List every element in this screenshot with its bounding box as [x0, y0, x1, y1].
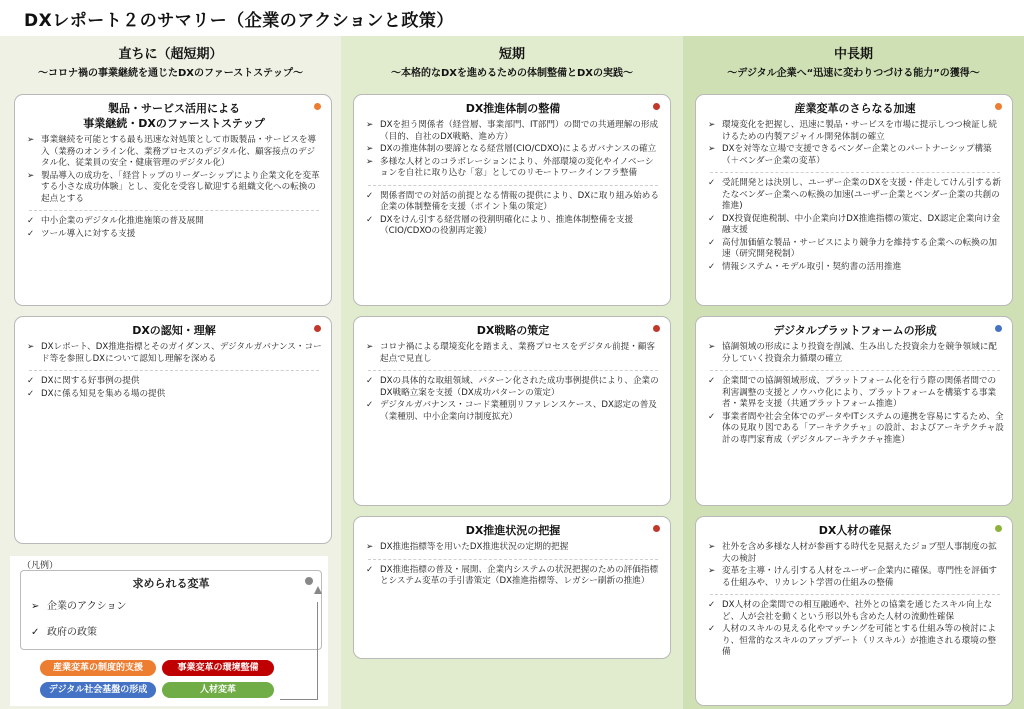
check-bullet-icon: ✓ — [366, 190, 374, 201]
policy-list — [25, 376, 323, 400]
check-bullet-icon: ✓ — [708, 261, 716, 272]
card-title-line: DX戦略の策定 — [476, 324, 550, 337]
legend-policy-label: 政府の政策 — [47, 627, 97, 638]
card-digital-platform — [695, 316, 1013, 506]
arrow-bullet-icon: ➢ — [27, 135, 35, 145]
action-text: DXレポート、DX推進指標とそのガイダンス、デジタルガバナンス・コード等を参照しDXについて認知し理解を深める — [41, 342, 322, 364]
policy-item — [364, 191, 662, 214]
check-bullet-icon: ✓ — [708, 600, 716, 610]
check-bullet-icon: ✓ — [27, 216, 35, 226]
policy-text: 人材のスキルの見える化やマッチングを可能とする仕組み等の検討により、恒常的なスキルのアップデート（リスキル）が推進される環境の整備 — [722, 624, 997, 657]
category-dot-icon — [995, 525, 1002, 532]
action-item — [25, 135, 323, 170]
legend-tag-talent: 人材変革 — [162, 682, 274, 698]
divider — [29, 370, 319, 371]
action-item — [25, 342, 323, 365]
action-text: 多様な人材とのコラボレーションにより、外部環境の変化やイノベーションを自社に取り込む「窓」としてのリモートワークインフラ整備 — [380, 156, 654, 178]
column-mid-long-term — [683, 36, 1024, 709]
column-title: 中長期 — [833, 47, 873, 62]
policy-item — [364, 400, 662, 423]
action-text: DXの推進体制の要諦となる経営層(CIO/CDXO)によるガバナンスの確立 — [380, 144, 657, 154]
policy-text: DXに関する好事例の提供 — [41, 376, 140, 386]
policy-text: 受託開発とは決別し、ユーザー企業のDXを支援・伴走してけん引する新たなベンダー企業への転換の加速(ユーザー企業とベンダー企業の共創の推進) — [722, 178, 1001, 211]
action-item — [706, 542, 1004, 565]
check-bullet-icon: ✓ — [31, 627, 40, 638]
card-title — [364, 323, 662, 338]
arrow-bullet-icon: ➢ — [708, 542, 716, 552]
divider — [29, 210, 319, 211]
column-subtitle: ～デジタル企業へ“迅速に変わりつづける能力”の獲得～ — [727, 68, 980, 79]
card-title-line: 事業継続・DXのファーストステップ — [83, 117, 265, 130]
card-dx-structure — [353, 94, 671, 306]
card-title-line: DX人材の確保 — [818, 524, 892, 537]
category-dot-icon — [995, 103, 1002, 110]
policy-item — [25, 376, 323, 388]
policy-item — [364, 215, 662, 238]
check-bullet-icon: ✓ — [27, 228, 35, 239]
action-text: 社外を含め多様な人材が参画する時代を見据えたジョブ型人事制度の拡大の検討 — [722, 542, 997, 564]
action-list — [364, 542, 662, 554]
legend-tag-digital-infra: デジタル社会基盤の形成 — [40, 682, 156, 698]
divider — [710, 370, 1000, 371]
arrow-bullet-icon: ➢ — [31, 601, 40, 612]
policy-text: DXの具体的な取組領域、パターン化された成功事例提供により、企業のDX戦略立案を支援（DX成功パターンの策定） — [380, 376, 659, 398]
card-title — [25, 323, 323, 338]
policy-text: 情報システム・モデル取引・契約書の活用推進 — [722, 261, 902, 272]
arrow-bullet-icon: ➢ — [366, 144, 374, 154]
policy-text: DX投資促進税制、中小企業向けDX推進指標の策定、DX認定企業向け金融支援 — [722, 213, 1001, 235]
divider — [710, 594, 1000, 595]
legend — [10, 556, 328, 706]
action-text: 環境変化を把握し、迅速に製品・サービスを市場に提示しつつ検証し続けるための内製アジャイル開発体制の確立 — [722, 120, 998, 142]
policy-text: DXに係る知見を集める場の提供 — [41, 388, 166, 399]
action-item — [706, 120, 1004, 143]
divider — [368, 559, 658, 560]
action-item — [706, 566, 1004, 589]
arrow-bullet-icon: ➢ — [366, 542, 374, 552]
action-item — [25, 171, 323, 206]
legend-connector — [280, 602, 318, 700]
check-bullet-icon: ✓ — [708, 213, 716, 224]
policy-list — [364, 191, 662, 238]
policy-text: DX人材の企業間での相互融通や、社外との協業を通じたスキル向上など、人が会社を動くという形以外も含めた人材の流動性確保 — [722, 600, 993, 622]
legend-box — [20, 570, 322, 650]
policy-list — [706, 178, 1004, 273]
action-list — [706, 542, 1004, 589]
column-header — [683, 36, 1024, 79]
action-text: DX推進指標等を用いたDX推進状況の定期的把握 — [380, 542, 569, 552]
action-list — [25, 135, 323, 205]
check-bullet-icon: ✓ — [708, 178, 716, 188]
card-industry-transformation — [695, 94, 1013, 306]
legend-dot-icon — [305, 577, 313, 585]
check-bullet-icon: ✓ — [366, 376, 374, 386]
column-title: 直ちに（超短期） — [118, 47, 223, 62]
action-list — [706, 342, 1004, 365]
card-dx-strategy — [353, 316, 671, 506]
policy-text: DX推進指標の普及・展開、企業内システムの状況把握のための評価指標とシステム変革の手引書策定（DX推進指標等、レガシー刷新の推進） — [380, 564, 659, 586]
policy-text: デジタルガバナンス・コード業種別リファレンスケース、DX認定の普及（業種別、中小企業向け制度拡充） — [380, 400, 657, 422]
column-title: 短期 — [498, 47, 525, 62]
arrow-up-icon — [314, 586, 322, 594]
arrow-bullet-icon: ➢ — [366, 342, 374, 352]
card-dx-talent — [695, 516, 1013, 706]
policy-item — [706, 214, 1004, 237]
arrow-bullet-icon: ➢ — [708, 144, 716, 154]
check-bullet-icon: ✓ — [708, 411, 716, 422]
card-title-line: デジタルプラットフォームの形成 — [773, 324, 937, 337]
policy-item — [364, 565, 662, 588]
action-text: 変革を主導・けん引する人材をユーザー企業内に確保。専門性を評価する仕組みや、リカレント学習の仕組みの整備 — [722, 566, 998, 588]
policy-text: 事業者間や社会全体でのデータやITシステムの連携を容易にするため、全体の見取り図である「アーキテクチャ」の設計、およびアーキテクチャ設計の専門家育成（デジタルアーキテクチャ推進） — [722, 411, 1004, 445]
column-short-term — [341, 36, 683, 709]
policy-item — [706, 262, 1004, 274]
action-item — [706, 342, 1004, 365]
arrow-bullet-icon: ➢ — [27, 170, 35, 181]
column-header — [0, 36, 341, 79]
action-list — [706, 120, 1004, 167]
column-subtitle: ～コロナ禍の事業継続を通じたDXのファーストステップ～ — [37, 68, 303, 79]
card-title — [706, 523, 1004, 538]
policy-list — [706, 600, 1004, 659]
policy-list — [364, 565, 662, 588]
policy-list — [706, 376, 1004, 446]
legend-policy-row — [31, 623, 97, 638]
action-item — [364, 542, 662, 554]
category-dot-icon — [653, 325, 660, 332]
check-bullet-icon: ✓ — [708, 624, 716, 634]
action-text: 協調領域の形成により投資を削減、生み出した投資余力を競争領域に配分していく投資余力循環の確立 — [722, 342, 998, 364]
check-bullet-icon: ✓ — [366, 564, 374, 575]
legend-tag-institutional: 産業変革の制度的支援 — [40, 660, 156, 676]
policy-text: 企業間での協調領域形成、プラットフォーム化を行う際の関係者間での利害調整の支援とノウハウ化により、プラットフォームを構築する事業者・業界を支援（共通プラットフォーム推進） — [722, 376, 997, 409]
card-title-line: 産業変革のさらなる加速 — [794, 102, 916, 115]
check-bullet-icon: ✓ — [27, 376, 35, 386]
check-bullet-icon: ✓ — [708, 237, 716, 248]
policy-text: 関係者間での対話の前提となる情報の提供により、DXに取り組み始める企業の体制整備を支援（ポイント集の策定） — [380, 190, 659, 212]
card-title-line: DXの認知・理解 — [132, 324, 216, 337]
action-item — [364, 120, 662, 143]
card-dx-status — [353, 516, 671, 659]
policy-item — [706, 412, 1004, 447]
card-title-line: 製品・サービス活用による — [108, 102, 240, 115]
policy-item — [364, 376, 662, 399]
card-product-service — [14, 94, 332, 306]
action-list — [364, 120, 662, 180]
arrow-bullet-icon: ➢ — [708, 342, 716, 352]
card-title-line: DX推進体制の整備 — [465, 102, 561, 115]
divider — [368, 185, 658, 186]
category-dot-icon — [314, 325, 321, 332]
action-text: コロナ禍による環境変化を踏まえ、業務プロセスをデジタル前提・顧客起点で見直し — [380, 342, 656, 364]
divider — [368, 370, 658, 371]
card-title — [25, 101, 323, 131]
policy-item — [706, 600, 1004, 623]
action-list — [364, 342, 662, 365]
action-text: 製品導入の成功を、「経営トップのリーダーシップにより企業文化を変革する小さな成功体験」とし、変化を受容し歓迎する組織文化への転換の起点とする — [41, 170, 320, 204]
category-dot-icon — [995, 325, 1002, 332]
action-item — [364, 144, 662, 156]
action-text: DXを担う関係者（経営層、事業部門、IT部門）の間での共通理解の形成（目的、自社のDX戦略、進め方） — [380, 120, 659, 142]
check-bullet-icon: ✓ — [366, 214, 374, 225]
action-text: DXを対等な立場で支援できるベンダー企業とのパートナーシップ構築（＋ベンダー企業の変革） — [722, 144, 992, 166]
policy-item — [25, 389, 323, 401]
legend-title: 求められる変革 — [132, 577, 210, 590]
card-title — [706, 101, 1004, 116]
policy-item — [706, 178, 1004, 213]
column-header — [341, 36, 683, 79]
legend-heading: （凡例） — [22, 561, 59, 571]
policy-list — [25, 216, 323, 240]
legend-action-row — [31, 597, 127, 612]
policy-list — [364, 376, 662, 423]
category-dot-icon — [314, 103, 321, 110]
arrow-bullet-icon: ➢ — [366, 156, 374, 167]
action-item — [364, 342, 662, 365]
card-dx-awareness — [14, 316, 332, 544]
arrow-bullet-icon: ➢ — [708, 566, 716, 576]
action-item — [706, 144, 1004, 167]
category-dot-icon — [653, 103, 660, 110]
arrow-bullet-icon: ➢ — [27, 342, 35, 352]
card-title — [364, 523, 662, 538]
category-dot-icon — [653, 525, 660, 532]
column-subtitle: ～本格的なDXを進めるための体制整備とDXの実践～ — [390, 68, 634, 79]
arrow-bullet-icon: ➢ — [366, 120, 374, 130]
action-text: 事業継続を可能とする最も迅速な対処策として市販製品・サービスを導入（業務のオンライン化、業務プロセスのデジタル化、顧客接点のデジタル化、従業員の安全・健康管理のデジタル化） — [41, 135, 317, 168]
divider — [710, 172, 1000, 173]
check-bullet-icon: ✓ — [27, 388, 35, 399]
policy-item — [25, 216, 323, 228]
policy-item — [706, 376, 1004, 411]
card-title-line: DX推進状況の把握 — [465, 524, 561, 537]
card-title — [706, 323, 1004, 338]
policy-text: 高付加価値な製品・サービスにより競争力を維持する企業への転換の加速（研究開発税制） — [722, 237, 998, 259]
action-list — [25, 342, 323, 365]
arrow-bullet-icon: ➢ — [708, 120, 716, 130]
legend-tag-environment: 事業変革の環境整備 — [162, 660, 274, 676]
policy-text: DXをけん引する経営層の役割明確化により、推進体制整備を支援（CIO/CDXOの役割再定義） — [380, 214, 634, 236]
legend-action-label: 企業のアクション — [47, 601, 127, 612]
policy-item — [706, 238, 1004, 261]
policy-text: ツール導入に対する支援 — [41, 228, 136, 239]
policy-item — [25, 229, 323, 241]
page-title: DXレポート２のサマリー（企業のアクションと政策） — [24, 11, 454, 31]
card-title — [364, 101, 662, 116]
check-bullet-icon: ✓ — [708, 376, 716, 386]
action-item — [364, 157, 662, 180]
check-bullet-icon: ✓ — [366, 400, 374, 410]
policy-text: 中小企業のデジタル化推進施策の普及展開 — [41, 216, 204, 226]
policy-item — [706, 624, 1004, 659]
